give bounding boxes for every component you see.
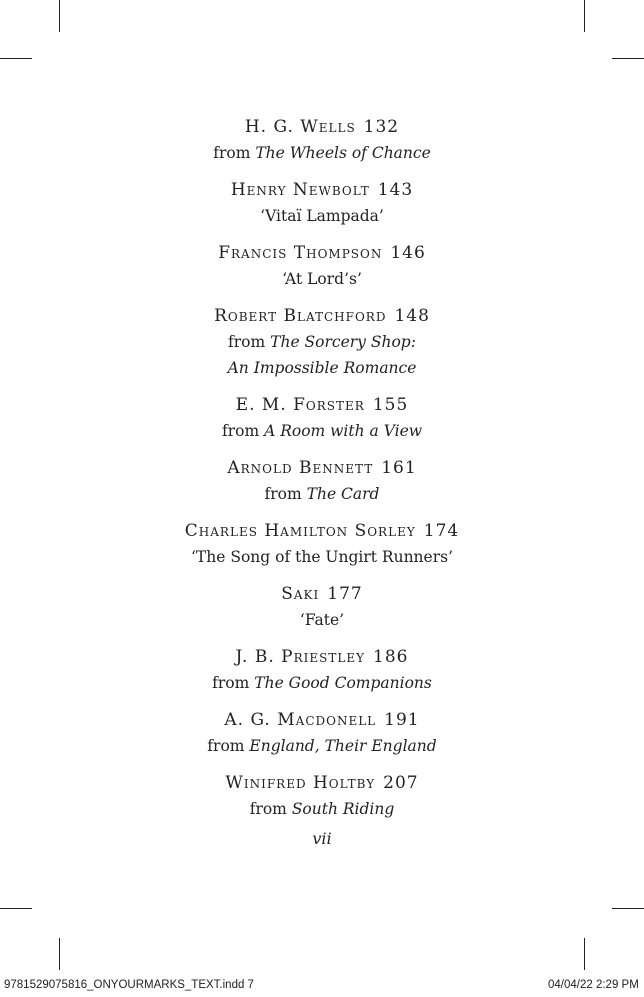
work-prefix: from <box>249 800 292 818</box>
slug-date: 04/04/22 2:29 PM <box>548 979 639 991</box>
page-number: 143 <box>377 180 414 200</box>
page-number: 177 <box>327 584 363 604</box>
work-subtitle: An Impossible Romance <box>227 359 417 377</box>
page-number: 174 <box>423 521 460 541</box>
author-name: H. G. Wells <box>244 117 356 137</box>
contents-entry <box>0 518 644 570</box>
work-title: The Good Companions <box>254 674 432 692</box>
work-title: ‘Vitaï Lampada’ <box>260 207 384 225</box>
work-title: The Wheels of Chance <box>255 144 431 162</box>
crop-mark-left-top <box>0 58 32 59</box>
author-name: E. M. Forster <box>235 395 365 415</box>
author-name: J. B. Priestley <box>235 647 365 667</box>
work-prefix: from <box>228 333 271 351</box>
page-number: 161 <box>381 458 417 478</box>
contents-entry <box>0 707 644 759</box>
contents-entry <box>0 770 644 822</box>
work-prefix: from <box>213 144 256 162</box>
work-title: ‘At Lord’s’ <box>282 270 362 288</box>
work-title: ‘Fate’ <box>299 611 345 629</box>
page-number: 146 <box>390 243 426 263</box>
crop-mark-bottom-right <box>584 938 585 970</box>
author-name: Robert Blatchford <box>214 306 387 326</box>
contents-entry <box>0 177 644 229</box>
work-prefix: from <box>264 485 307 503</box>
work-prefix: from <box>221 422 265 440</box>
author-name: Francis Thompson <box>218 243 383 263</box>
page-number: 207 <box>383 773 419 793</box>
work-prefix: from <box>207 737 250 755</box>
work-title: ‘The Song of the Ungirt Runners’ <box>190 548 453 566</box>
author-name: A. G. Macdonell <box>224 710 377 730</box>
contents-entry <box>0 114 644 166</box>
crop-mark-bottom-left <box>59 938 60 970</box>
work-title: The Sorcery Shop: <box>270 333 416 351</box>
folio-page-number: vii <box>312 829 332 848</box>
contents-entry <box>0 581 644 633</box>
contents-entry <box>0 240 644 292</box>
crop-mark-top-right <box>584 0 585 32</box>
page-number: 155 <box>372 395 409 415</box>
author-name: Charles Hamilton Sorley <box>184 521 416 541</box>
contents-entry <box>0 392 644 444</box>
contents-entry <box>0 455 644 507</box>
crop-mark-left-bottom <box>0 908 32 909</box>
work-title: England, Their England <box>249 737 437 755</box>
author-name: Saki <box>281 584 320 604</box>
page-number: 148 <box>394 306 430 326</box>
work-title: A Room with a View <box>264 422 423 440</box>
crop-mark-right-bottom <box>612 908 644 909</box>
page-number: 132 <box>363 117 400 137</box>
author-name: Winifred Holtby <box>225 773 376 793</box>
contents-entry <box>0 644 644 696</box>
crop-mark-top-left <box>59 0 60 32</box>
contents-entry <box>0 303 644 381</box>
author-name: Arnold Bennett <box>227 458 374 478</box>
page-number: 186 <box>373 647 409 667</box>
work-title: The Card <box>306 485 380 503</box>
page-number: 191 <box>384 710 420 730</box>
author-name: Henry Newbolt <box>230 180 370 200</box>
crop-mark-right-top <box>612 58 644 59</box>
work-prefix: from <box>212 674 255 692</box>
contents-list <box>0 114 644 833</box>
slug-filename: 9781529075816_ONYOURMARKS_TEXT.indd 7 <box>4 979 254 991</box>
work-title: South Riding <box>291 800 395 818</box>
